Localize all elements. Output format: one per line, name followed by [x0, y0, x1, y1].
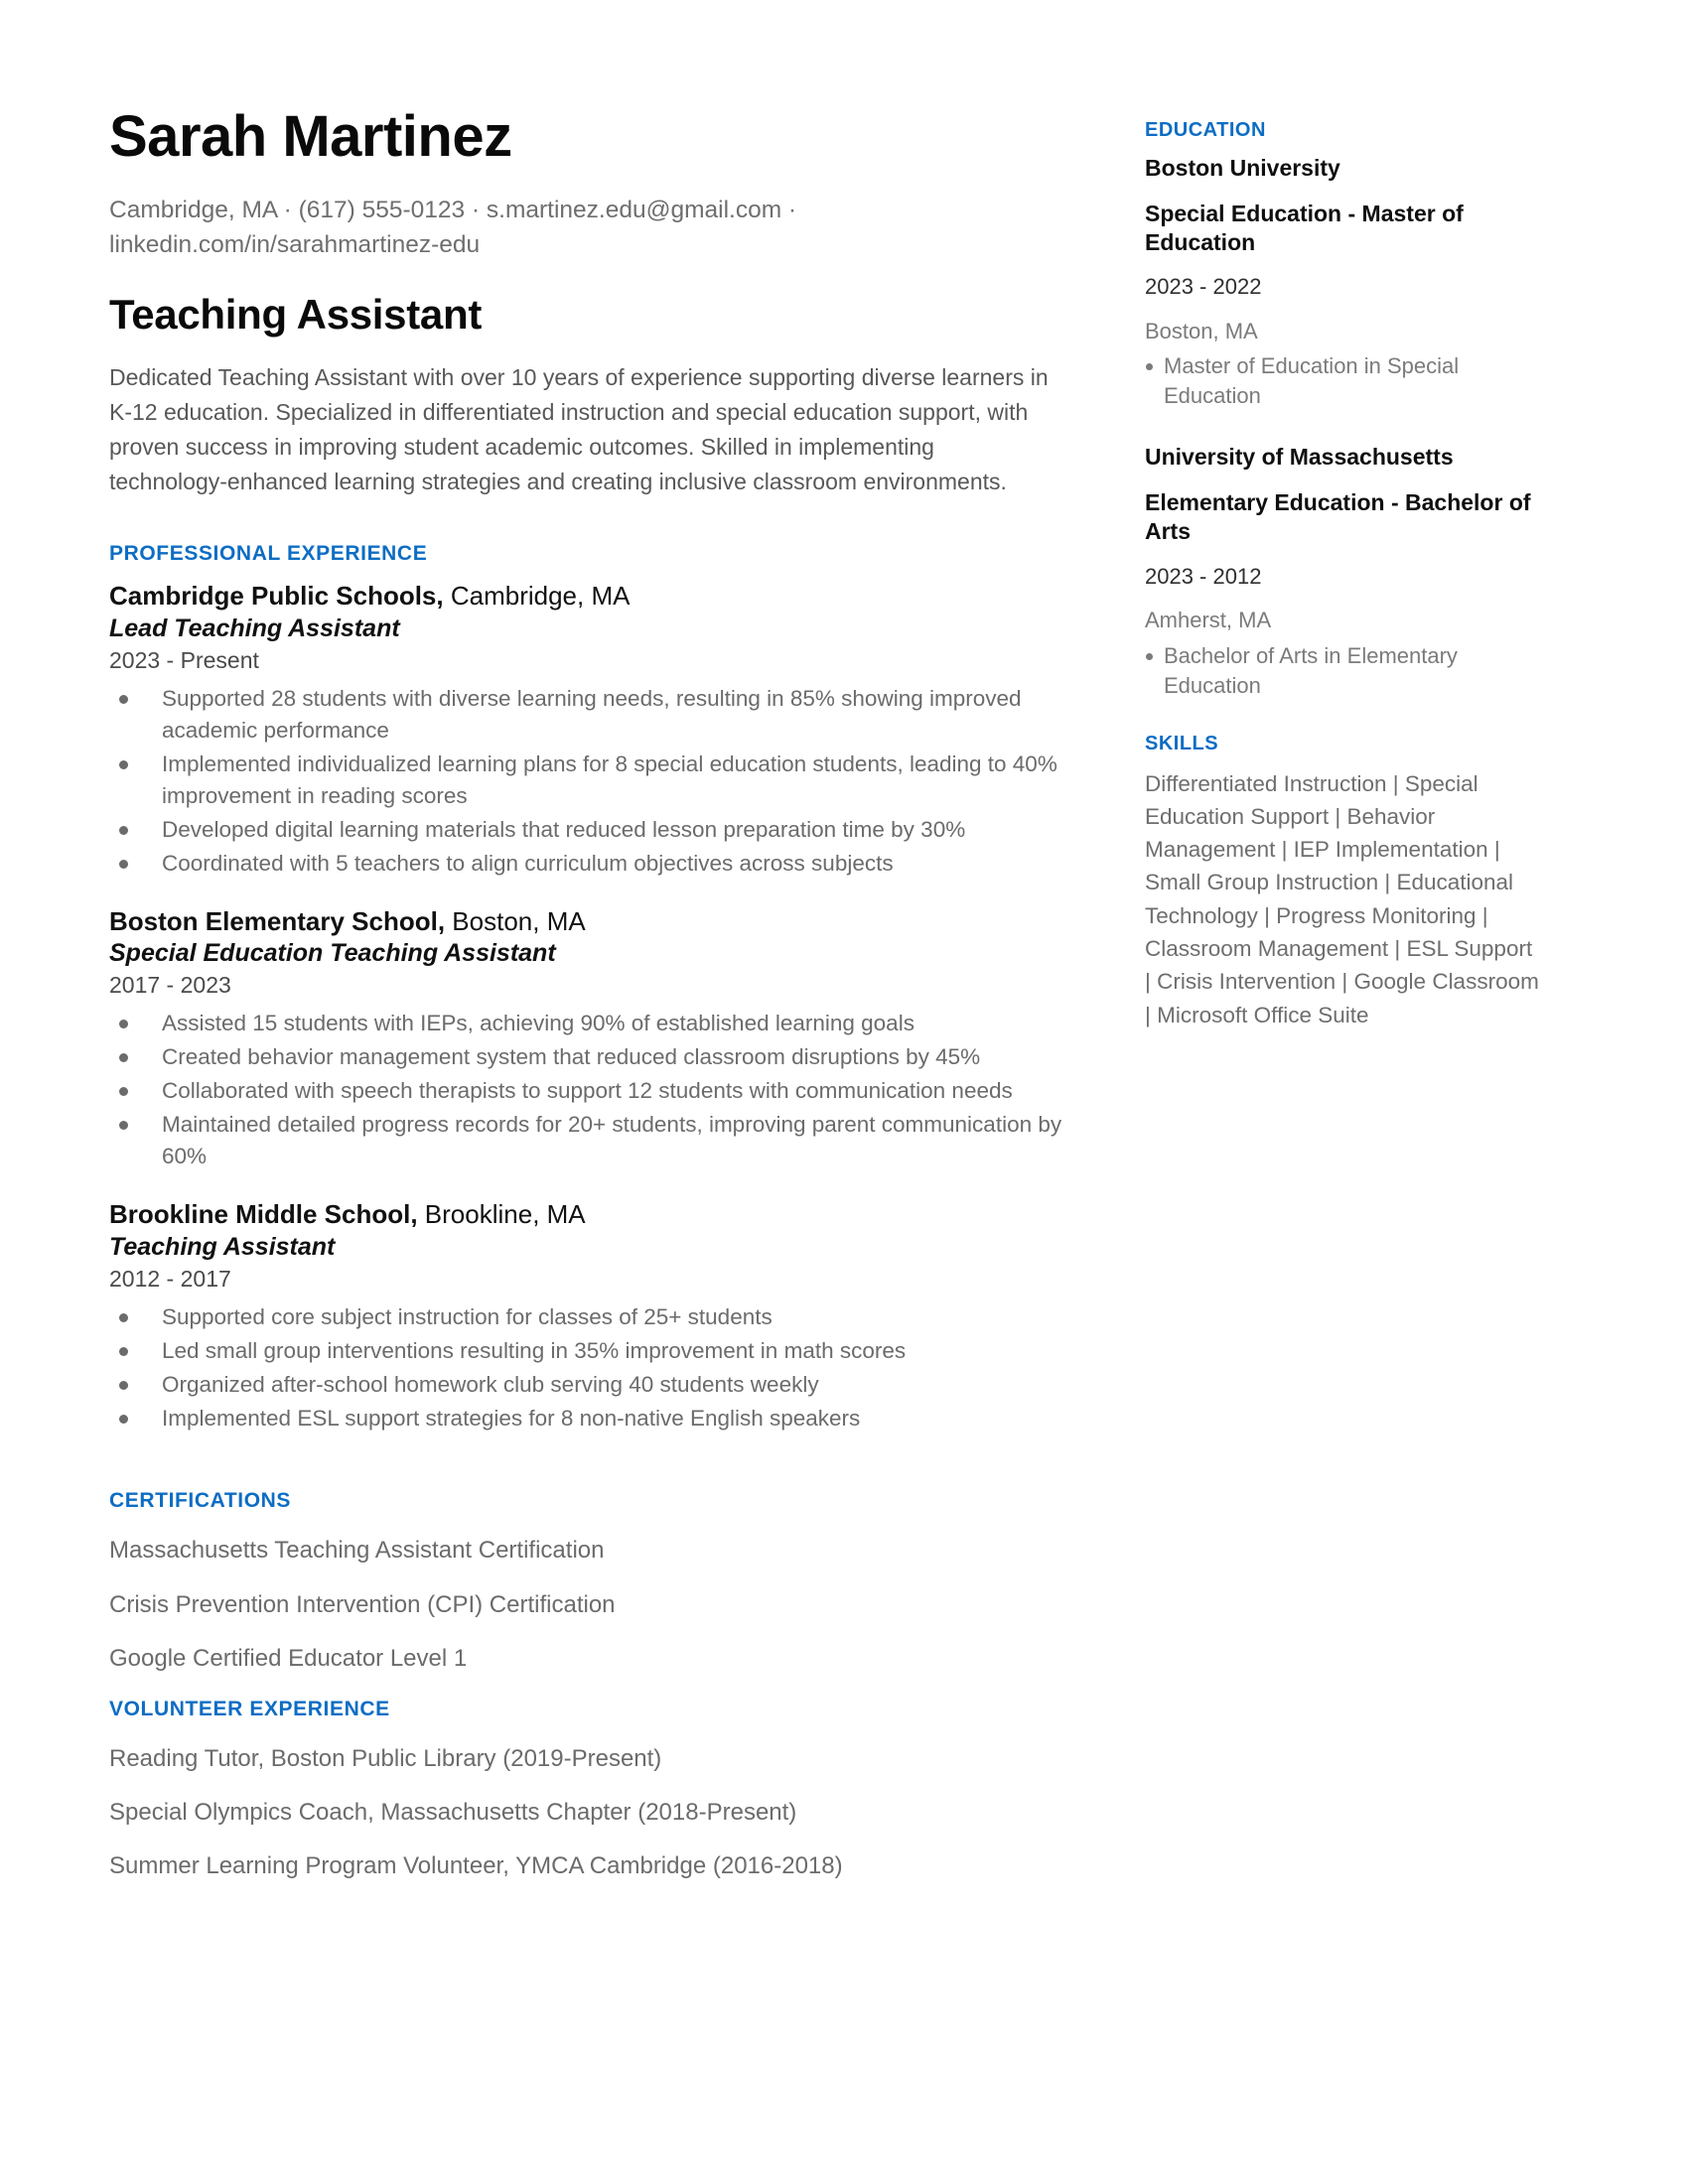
organization-location: Brookline, MA [417, 1199, 586, 1230]
list-item: Created behavior management system that reduced classroom disruptions by 45% [109, 1041, 1077, 1073]
experience-entry [109, 580, 1077, 879]
experience-organization [109, 580, 1077, 613]
list-item: Developed digital learning materials that reduced lesson preparation time by 30% [109, 814, 1077, 846]
education-entry [1145, 443, 1542, 700]
contact-line: Cambridge, MA · (617) 555-0123 · s.martinez.edu@gmail.com · linkedin.com/in/sarahmartinez-edu [109, 196, 797, 258]
experience-bullets [109, 1008, 1077, 1172]
experience-entry [109, 905, 1077, 1172]
organization-name: Brookline Middle School, [109, 1199, 418, 1230]
education-school: University of Massachusetts [1145, 444, 1454, 471]
section-heading-skills: SKILLS [1145, 732, 1219, 754]
list-item: Led small group interventions resulting in 35% improvement in math scores [109, 1335, 1077, 1367]
education-school: Boston University [1145, 155, 1340, 181]
sidebar-column [1145, 107, 1542, 2184]
organization-name: Cambridge Public Schools, [109, 581, 444, 612]
skills-text: Differentiated Instruction | Special Education Support | Behavior Management | IEP Implementation | Small Group Instruction | Educational Technology | Progress Monitoring | Classroom Management | ESL Support | Crisis Intervention | Google Classroom | Microsoft Office Suite [1145, 770, 1539, 1027]
experience-dates: 2023 - Present [109, 647, 259, 674]
experience-dates: 2012 - 2017 [109, 1265, 231, 1292]
volunteer-item: Special Olympics Coach, Massachusetts Chapter (2018-Present) [109, 1799, 797, 1826]
education-list [1145, 154, 1542, 701]
experience-organization [109, 905, 1077, 938]
section-heading-volunteer: VOLUNTEER EXPERIENCE [109, 1697, 390, 1720]
volunteer-list [109, 1743, 1077, 1883]
organization-location: Boston, MA [445, 905, 586, 936]
volunteer-item: Summer Learning Program Volunteer, YMCA Cambridge (2016-2018) [109, 1852, 843, 1880]
education-dates: 2023 - 2012 [1145, 563, 1262, 589]
experience-job-title: Special Education Teaching Assistant [109, 939, 556, 968]
professional-summary: Dedicated Teaching Assistant with over 10 years of experience supporting diverse learners in K-12 education. Specialized in differentiated instruction and special education support, with proven success in improving student academic outcomes. Skilled in implementing technology-enhanced learning strategies and creating inclusive classroom environments. [109, 363, 1049, 494]
list-item: Maintained detailed progress records for 20+ students, improving parent communication by 60% [109, 1109, 1077, 1172]
section-heading-certifications: CERTIFICATIONS [109, 1489, 292, 1513]
education-entry [1145, 154, 1542, 411]
certification-item: Google Certified Educator Level 1 [109, 1645, 468, 1673]
candidate-name: Sarah Martinez [109, 104, 512, 169]
experience-job-title: Teaching Assistant [109, 1232, 336, 1261]
experience-bullets [109, 683, 1077, 880]
list-item: Collaborated with speech therapists to support 12 students with communication needs [109, 1075, 1077, 1107]
list-item: Bachelor of Arts in Elementary Education [1145, 641, 1542, 701]
experience-dates: 2017 - 2023 [109, 972, 231, 999]
education-degree: Special Education - Master of Education [1145, 200, 1464, 256]
experience-job-title: Lead Teaching Assistant [109, 614, 400, 642]
section-heading-experience: PROFESSIONAL EXPERIENCE [109, 542, 428, 566]
education-location: Boston, MA [1145, 318, 1258, 343]
list-item: Implemented individualized learning plans for 8 special education students, leading to 40% improvement in reading scores [109, 749, 1077, 812]
experience-entry [109, 1198, 1077, 1433]
organization-name: Boston Elementary School, [109, 905, 446, 936]
section-heading-education: EDUCATION [1145, 119, 1266, 141]
certifications-list [109, 1535, 1077, 1675]
education-bullets [1145, 641, 1542, 701]
list-item: Organized after-school homework club serving 40 students weekly [109, 1369, 1077, 1401]
volunteer-item: Reading Tutor, Boston Public Library (2019-Present) [109, 1744, 662, 1772]
list-item: Coordinated with 5 teachers to align curriculum objectives across subjects [109, 848, 1077, 880]
education-dates: 2023 - 2022 [1145, 274, 1262, 300]
organization-location: Cambridge, MA [443, 581, 631, 612]
job-headline: Teaching Assistant [109, 291, 483, 339]
list-item: Master of Education in Special Education [1145, 351, 1542, 411]
list-item: Implemented ESL support strategies for 8 non-native English speakers [109, 1403, 1077, 1434]
experience-organization [109, 1198, 1077, 1231]
education-degree: Elementary Education - Bachelor of Arts [1145, 489, 1531, 545]
list-item: Assisted 15 students with IEPs, achieving 90% of established learning goals [109, 1008, 1077, 1039]
certification-item: Crisis Prevention Intervention (CPI) Certification [109, 1590, 616, 1618]
list-item: Supported 28 students with diverse learning needs, resulting in 85% showing improved academic performance [109, 683, 1077, 747]
list-item: Supported core subject instruction for classes of 25+ students [109, 1301, 1077, 1333]
experience-list [109, 580, 1077, 1433]
experience-bullets [109, 1301, 1077, 1434]
certification-item: Massachusetts Teaching Assistant Certification [109, 1537, 605, 1565]
education-bullets [1145, 351, 1542, 411]
spacer [109, 1459, 1077, 1489]
main-column [109, 104, 1077, 2184]
education-location: Amherst, MA [1145, 608, 1272, 633]
skills-section [1145, 733, 1542, 1031]
